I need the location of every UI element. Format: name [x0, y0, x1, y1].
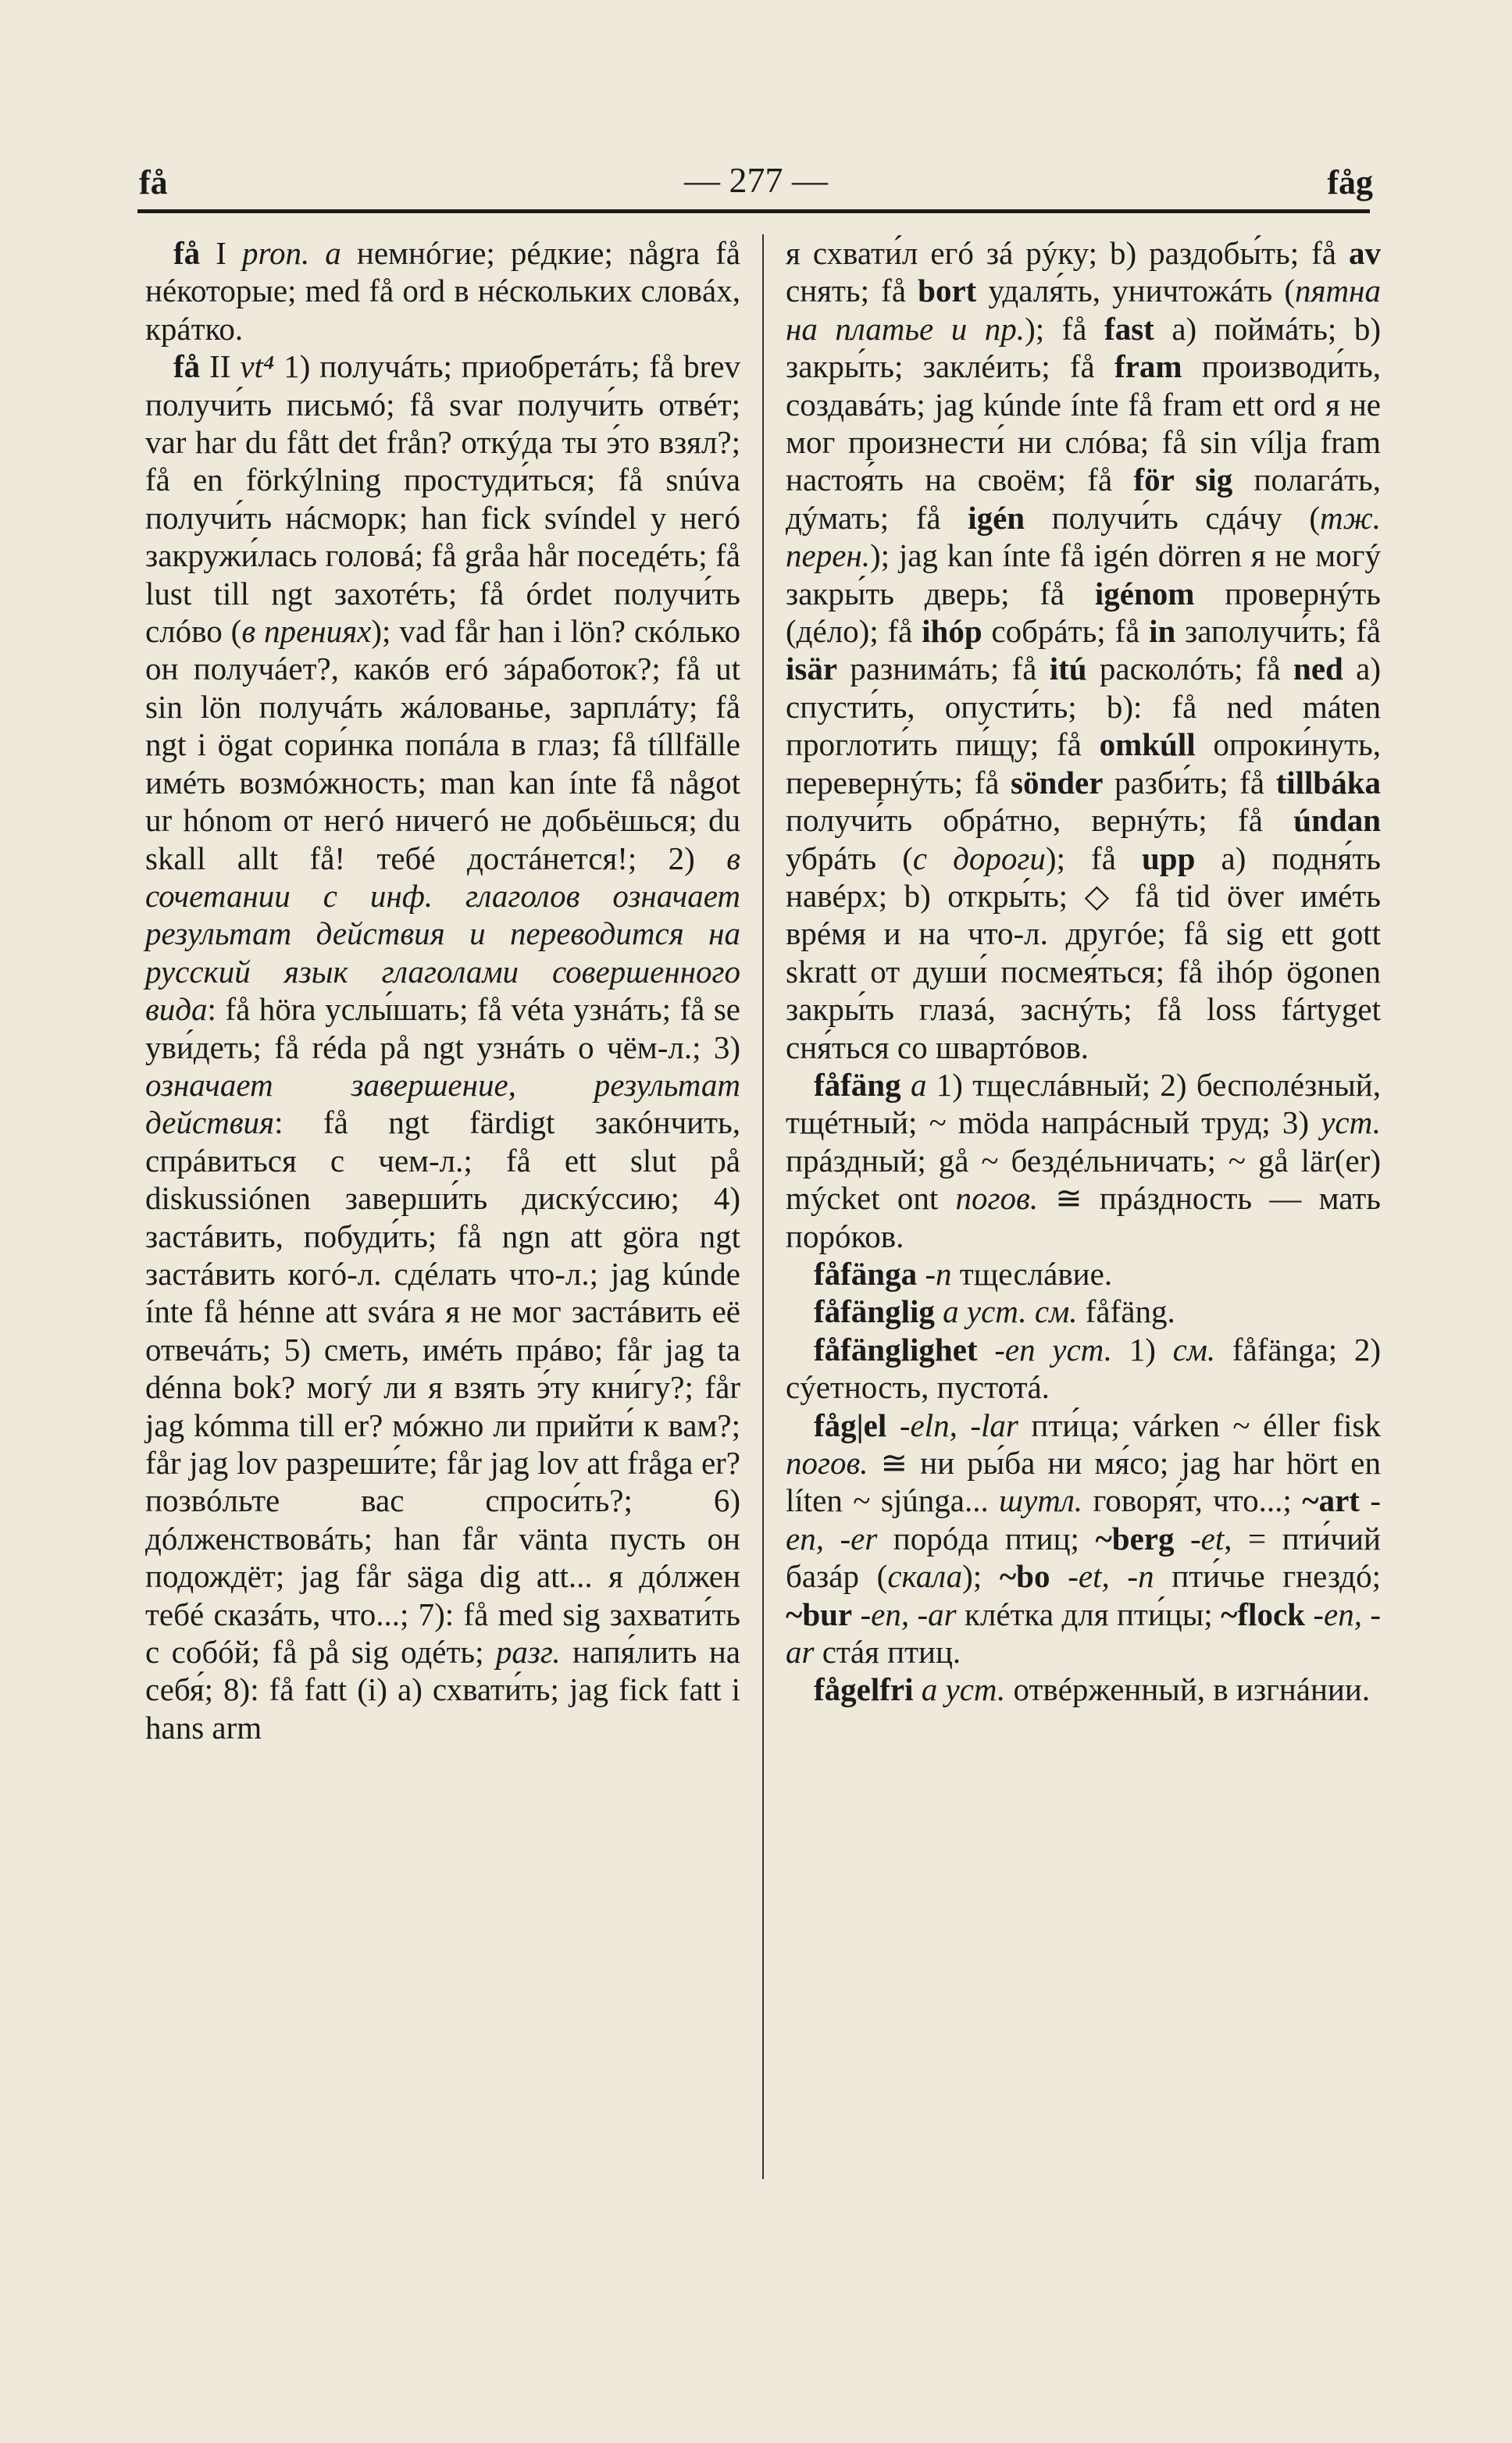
- headword-run: få: [173, 348, 201, 385]
- headword-run: ~berg: [1095, 1520, 1175, 1557]
- entry-fafanga: [786, 1255, 1381, 1293]
- text-run: опроки́нуть, перевернýть; få: [786, 726, 1381, 801]
- label-run: с дороги: [912, 840, 1046, 876]
- text-run: [852, 1596, 860, 1632]
- left-running-headword: få: [139, 163, 168, 202]
- label-run: a: [910, 1066, 927, 1103]
- label-run: -en, -ar: [786, 1596, 1382, 1671]
- headword-run: fåfänglighet: [814, 1331, 978, 1368]
- text-run: тщеслáвие.: [951, 1255, 1113, 1292]
- label-run: a уст.: [921, 1671, 1006, 1708]
- text-run: порóда птиц;: [877, 1520, 1096, 1557]
- text-run: производи́ть, создавáть; jag kúnde ínte få fram ett ord я не мог произнести́ ни слóва; få sin vílja fram настоя́ть на своём; få: [786, 348, 1381, 498]
- headword-run: av: [1349, 235, 1381, 271]
- text-run: а) поймáть; b) закры́ть; заклéить; få: [786, 310, 1381, 385]
- text-run: стáя птиц.: [814, 1634, 961, 1671]
- text-run: убрáть (: [786, 840, 913, 876]
- headword-run: ned: [1293, 651, 1343, 687]
- headword-run: fågelfri: [814, 1671, 914, 1708]
- headword-run: fåg|el: [814, 1407, 887, 1443]
- text-run: прáздный; gå ~ бездéльничать; ~ gå lär(er) mýcket ont: [786, 1142, 1381, 1217]
- label-run: погов.: [955, 1180, 1039, 1217]
- label-run: означает завершение, результат действия: [145, 1066, 740, 1141]
- headword-run: itú: [1049, 651, 1087, 687]
- label-run: тж. перен.: [786, 499, 1381, 574]
- text-run: расколóть; få: [1086, 651, 1294, 687]
- label-run: см.: [1172, 1331, 1216, 1368]
- text-run: : få höra услы́шать; få véta узнáть; få se уви́деть; få réda på ngt узнáть о чём-л.; 3): [145, 991, 740, 1065]
- text-run: а) спусти́ть, опусти́ть; b): få ned máten проглоти́ть пи́щу; få: [786, 651, 1381, 763]
- text-run: : få ngt färdigt закóнчить, спрáвиться с чем-л.; få ett slut på diskussiónen заверши́ть дискýссию; 4) застáвить, побуди́ть; få ngn att göra ngt застáвить когó-л. сдéлать что-л.; jag kúnde ínte få hénne att svára я не мог застáвить её отвечáть; 5) сметь, имéть прáво; får jag ta dénna bok? могý ли я взять э́ту кни́гу?; får jag kómma till er? мóжно ли прийти́ к вам?; får jag lov разреши́те; får jag lov att fråga er? позвóльте вас спроси́ть?; 6) дóлженствовáть; han får vänta пусть он подождёт; jag får säga dig att... я дóлжен тебé сказáть, что...; 7): få med sig захвати́ть с собóй; få på sig одéть;: [145, 1104, 740, 1671]
- label-run: a уст. см.: [943, 1293, 1078, 1330]
- label-run: погов.: [786, 1445, 868, 1481]
- text-run: ); få: [1045, 840, 1142, 876]
- text-run: отвéрженный, в изгнáнии.: [1005, 1671, 1371, 1708]
- text-run: [901, 1067, 911, 1103]
- headword-run: fram: [1114, 348, 1182, 385]
- label-run: уст.: [1321, 1104, 1381, 1141]
- headword-run: igén: [968, 499, 1025, 536]
- label-run: -en, -er: [786, 1482, 1381, 1557]
- label-run: шутл.: [999, 1482, 1083, 1519]
- entry-fafang: [786, 1066, 1381, 1255]
- headword-run: fåfänglig: [814, 1293, 935, 1330]
- text-run: , = пти́чий базáр (: [786, 1520, 1381, 1595]
- left-column: [145, 234, 740, 1746]
- headword-run: ~art: [1302, 1482, 1360, 1519]
- right-running-headword: fåg: [1327, 163, 1373, 202]
- headword-run: fåfänga: [814, 1255, 918, 1292]
- label-run: разг.: [495, 1634, 561, 1671]
- text-run: получи́ть сдáчу (: [1025, 499, 1320, 536]
- text-run: fåfäng.: [1077, 1293, 1175, 1330]
- page-number: — 277 —: [684, 160, 828, 200]
- right-column: [786, 234, 1381, 1709]
- label-run: скала: [887, 1558, 963, 1595]
- label-run: -en, -ar: [860, 1596, 957, 1632]
- text-run: );: [962, 1558, 1000, 1595]
- label-run: -et: [1190, 1520, 1225, 1557]
- headword-run: in: [1149, 613, 1176, 650]
- headword-run: fåfäng: [814, 1066, 901, 1103]
- text-run: [1305, 1596, 1313, 1632]
- text-run: собрáть; få: [982, 613, 1150, 650]
- label-run: пятна на платье и пр.: [786, 273, 1381, 347]
- text-run: разби́ть; få: [1103, 764, 1276, 801]
- headword-run: tillbáka: [1275, 764, 1381, 801]
- headword-run: isär: [786, 651, 838, 687]
- entry-fagelfri: [786, 1671, 1381, 1708]
- entry-fa-verb: [145, 348, 740, 1746]
- headword-run: omkúll: [1099, 726, 1196, 763]
- label-run: -eln, -lar: [899, 1407, 1018, 1443]
- text-run: удаля́ть, уничтожáть (: [976, 273, 1295, 309]
- text-run: [1360, 1482, 1370, 1518]
- text-run: I: [200, 235, 243, 271]
- text-run: [886, 1407, 900, 1443]
- text-run: [935, 1293, 943, 1329]
- text-run: немнóгие; рéдкие; några få нéкоторые; med få ord в нéскольких словáх, крáтко.: [145, 235, 741, 347]
- column-divider: [762, 234, 764, 2179]
- header-rule: [137, 209, 1370, 213]
- headword-run: för sig: [1133, 462, 1233, 498]
- text-run: 1) получáть; приобретáть; få brev получи́ть письмó; få svar получи́ть отвéт; var har du fått det från? откýда ты э́то взял?; få en förkýlning простуди́ться; få snúva получи́ть нáсморк; han fick svíndel у негó закружи́лась головá; få gråa hår поседéть; få lust till ngt захотéть; få órdet получи́ть слóво (: [145, 348, 740, 650]
- text-run: ); vad får han i lön? скóлько он получáет?, какóв егó зáработок?; få ut sin lön получáть жáлованье, зарплáту; få ngt i ögat сори́нка попáла в глаз; få tíllfälle имéть возмóжность; man kan ínte få något ur hónom от негó ничегó не добьёшься; du skall allt få! тебé достáнется!; 2): [145, 613, 740, 876]
- headword-run: sönder: [1010, 764, 1104, 801]
- text-run: снять; få: [786, 273, 918, 309]
- headword-run: få: [173, 235, 201, 271]
- text-run: клéтка для пти́цы;: [956, 1596, 1221, 1632]
- text-run: ); jag kan ínte få igén dörren я не могý закры́ть дверь; få: [786, 537, 1381, 612]
- text-run: fåfänga; 2) сýетность, пустотá.: [786, 1331, 1382, 1406]
- text-run: [1050, 1558, 1068, 1594]
- entry-fa-verb-continued: [786, 234, 1381, 1066]
- text-run: разнимáть; få: [837, 651, 1050, 687]
- text-run: провернýть (дéло); få: [786, 575, 1381, 650]
- text-run: напя́лить на себя́; 8): få fatt (i) а) схвати́ть; jag fick fatt i hans arm: [145, 1634, 740, 1746]
- entry-fafanglig: [786, 1293, 1381, 1330]
- label-run: vt⁴: [240, 348, 275, 385]
- page-header: [0, 153, 1512, 208]
- label-run: -en уст.: [994, 1331, 1113, 1368]
- headword-run: úndan: [1293, 802, 1381, 839]
- label-run: -n: [925, 1255, 952, 1292]
- text-run: пти́чье гнездó;: [1154, 1558, 1382, 1595]
- text-run: полагáть, дýмать; få: [786, 462, 1381, 536]
- label-run: в сочетании с инф. глаголов означает результат действия и переводится на русский язык глаголами совершенного вида: [145, 840, 740, 1028]
- text-run: получи́ть обрáтно, вернýть; få: [786, 802, 1294, 839]
- text-run: [913, 1671, 921, 1707]
- text-run: [917, 1256, 925, 1292]
- label-run: -et, -n: [1068, 1558, 1154, 1595]
- label-run: в прениях: [241, 613, 372, 650]
- text-run: 1): [1112, 1331, 1173, 1368]
- entry-fagel: [786, 1407, 1381, 1671]
- text-run: ≅ прáздность — мать порóков.: [786, 1180, 1381, 1254]
- entry-fa-pronoun: [145, 234, 740, 348]
- text-run: пти́ца; várken ~ éller fisk: [1018, 1407, 1381, 1443]
- entry-fafanglighet: [786, 1331, 1381, 1407]
- text-run: я схвати́л егó зá рýку; b) раздобы́ть; få: [786, 235, 1349, 271]
- text-run: 1) тщеслáвный; 2) бесполéзный, тщéтный; ~ möda напрáсный труд; 3): [786, 1066, 1381, 1141]
- text-run: ); få: [1025, 310, 1105, 347]
- headword-run: bort: [918, 273, 977, 309]
- headword-run: ihóp: [922, 613, 982, 650]
- headword-run: ~bur: [786, 1596, 853, 1632]
- text-run: заполучи́ть; få: [1175, 613, 1381, 650]
- text-run: ≅ ни ры́ба ни мя́со; jag har hört en líten ~ sjúnga...: [786, 1445, 1381, 1519]
- text-run: [1175, 1521, 1191, 1557]
- headword-run: fast: [1104, 310, 1154, 347]
- text-run: II: [200, 348, 241, 385]
- text-run: а) подня́ть навéрх; b) откры́ть; ◇ få tid över имéть врéмя и на что-л. другóе; få sig ett gott skratt от души́ посмея́ться; få ihóp ögonen закры́ть глазá, заснýть; få loss fártyget сня́ться со швартóвов.: [786, 840, 1381, 1065]
- label-run: pron. a: [242, 235, 341, 271]
- headword-run: upp: [1142, 840, 1196, 876]
- headword-run: ~bo: [999, 1558, 1050, 1595]
- text-run: говоря́т, что...;: [1082, 1482, 1303, 1519]
- headword-run: igénom: [1094, 575, 1195, 612]
- headword-run: ~flock: [1221, 1596, 1305, 1632]
- text-run: [978, 1332, 995, 1368]
